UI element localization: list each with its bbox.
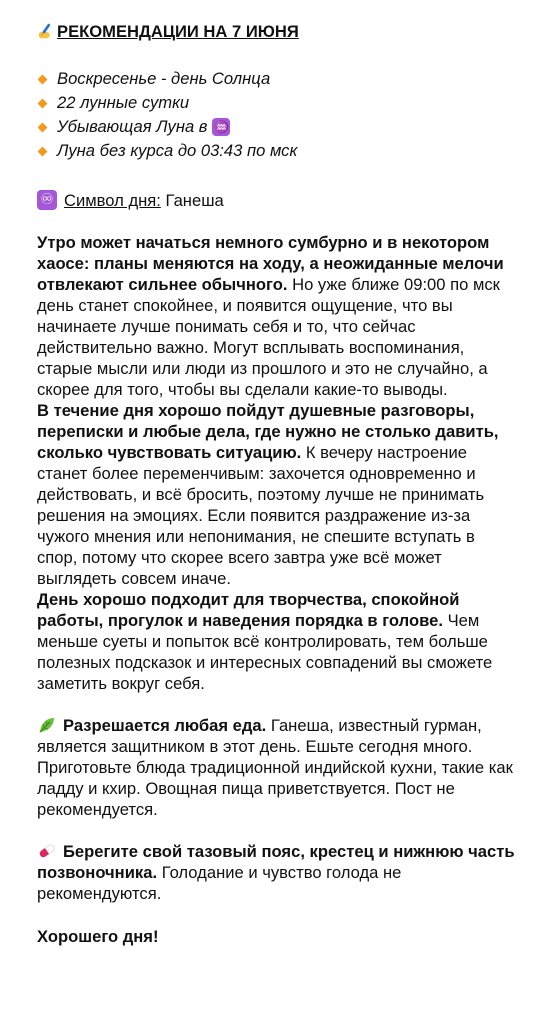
- header: [37, 20, 517, 42]
- paragraph-day: [37, 400, 517, 589]
- aquarius-icon: ♒: [214, 120, 229, 134]
- orange-diamond-icon: [38, 122, 48, 132]
- fact-text: Луна без курса до 03:43 по мск: [57, 141, 298, 160]
- pill-icon: [37, 841, 57, 861]
- fact-text: Воскресенье - день Солнца: [57, 69, 271, 88]
- paragraph-lead: День хорошо подходит для творчества, спокойной работы, прогулок и наведения порядка в голове.: [37, 590, 460, 630]
- list-item: [37, 115, 517, 139]
- fact-text: Убывающая Луна в: [57, 117, 208, 136]
- orange-diamond-icon: [38, 146, 48, 156]
- food-text: Ганеша, известный гурман, является защитником в этот день. Ешьте сегодня много. Приготовьте блюда традиционной индийской кухни, такие как ладду и кхир. Овощная пища приветствуется. Пост не рекомендуется.: [37, 716, 513, 819]
- paragraph-creativity: [37, 589, 517, 694]
- paragraph-text: К вечеру настроение станет более переменчивым: захочется одновременно и действовать, и всё бросить, поэтому лучше не принимать решения на эмоциях. Если появится раздражение из-за чужого мнения или непонимания, не спешите вступать в спор, потому что скорее всего завтра уже всё может выглядеть совсем иначе.: [37, 443, 485, 588]
- infinity-icon: ♾: [37, 190, 57, 210]
- health-section: [37, 841, 517, 904]
- food-section: [37, 715, 517, 820]
- page-title: РЕКОМЕНДАЦИИ НА 7 ИЮНЯ: [57, 21, 299, 41]
- health-text: Голодание и чувство голода не рекомендуются.: [37, 863, 402, 903]
- orange-diamond-icon: [38, 98, 48, 108]
- orange-diamond-icon: [38, 74, 48, 84]
- paragraph-text: Но уже ближе 09:00 по мск день станет спокойнее, и появится ощущение, что вы начинаете лучше понимать себя и то, что сейчас действительно важно. Могут всплывать воспоминания, старые мысли или люди из прошлого и это не случайно, а скорее для того, чтобы вы сделали какие-то выводы.: [37, 275, 500, 399]
- list-item: [37, 91, 517, 115]
- symbol-label: Символ дня:: [64, 190, 161, 210]
- leafy-green-icon: [37, 715, 57, 735]
- symbol-of-day: [37, 188, 517, 212]
- closing-text: Хорошего дня!: [37, 927, 159, 946]
- list-item: [37, 139, 517, 163]
- facts-list: [37, 67, 517, 163]
- symbol-value: Ганеша: [165, 190, 224, 210]
- post-content: [37, 20, 517, 947]
- paragraph-lead: В течение дня хорошо пойдут душевные разговоры, переписки и любые дела, где нужно не столько давить, сколько чувствовать ситуацию.: [37, 401, 499, 462]
- writing-hand-icon: [37, 22, 55, 40]
- fact-text: 22 лунные сутки: [57, 93, 190, 112]
- paragraph-morning: [37, 232, 517, 400]
- food-lead: Разрешается любая еда.: [63, 716, 267, 735]
- health-lead: Берегите свой тазовый пояс, крестец и нижнюю часть позвоночника.: [37, 842, 515, 882]
- paragraph-lead: Утро может начаться немного сумбурно и в некотором хаосе: планы меняются на ходу, а неожиданные мелочи отвлекают сильнее обычного.: [37, 233, 504, 294]
- paragraph-text: Чем меньше суеты и попыток всё контролировать, тем больше полезных подсказок и интересных совпадений вы сможете заметить вокруг себя.: [37, 611, 493, 693]
- list-item: [37, 67, 517, 91]
